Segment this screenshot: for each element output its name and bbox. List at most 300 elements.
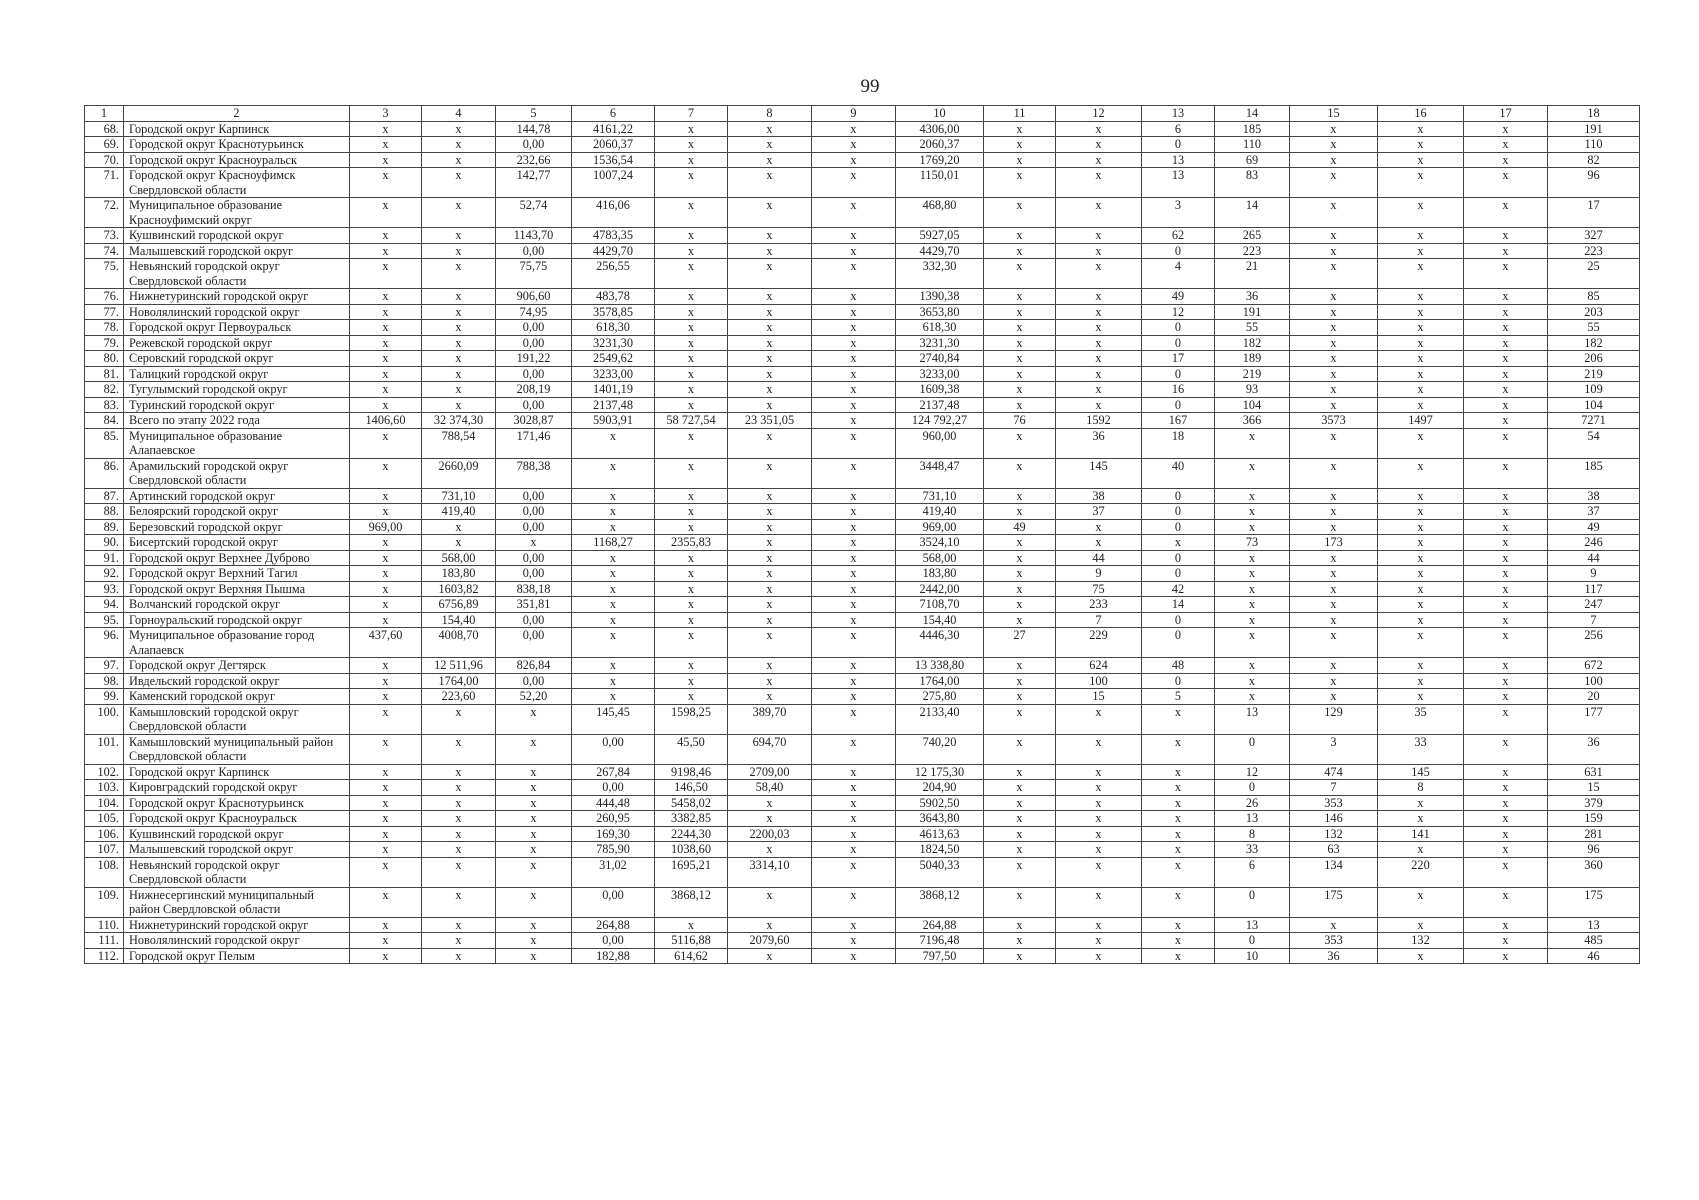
value-cell: 7271 <box>1548 413 1640 429</box>
value-cell: 46 <box>1548 948 1640 964</box>
value-cell: x <box>812 734 896 764</box>
value-cell: x <box>422 519 496 535</box>
value-cell: x <box>350 137 422 153</box>
value-cell: x <box>728 366 812 382</box>
value-cell: x <box>728 917 812 933</box>
table-row <box>85 917 1640 933</box>
value-cell: 264,88 <box>896 917 984 933</box>
value-cell: x <box>728 948 812 964</box>
value-cell: x <box>655 304 728 320</box>
value-cell: 785,90 <box>572 842 655 858</box>
table-row <box>85 581 1640 597</box>
value-cell: 0,00 <box>496 612 572 628</box>
value-cell: x <box>496 826 572 842</box>
value-cell: 0 <box>1142 243 1215 259</box>
value-cell: 203 <box>1548 304 1640 320</box>
value-cell: 0,00 <box>496 335 572 351</box>
municipality-name-cell: Городской округ Пелым <box>124 948 350 964</box>
value-cell: x <box>728 842 812 858</box>
value-cell: 16 <box>1142 382 1215 398</box>
value-cell: x <box>1464 259 1548 289</box>
value-cell: x <box>1056 243 1142 259</box>
value-cell: x <box>1056 535 1142 551</box>
value-cell: 191 <box>1215 304 1290 320</box>
value-cell: 4783,35 <box>572 228 655 244</box>
value-cell: x <box>655 581 728 597</box>
value-cell: 2137,48 <box>896 397 984 413</box>
value-cell: x <box>984 658 1056 674</box>
value-cell: 171,46 <box>496 428 572 458</box>
value-cell: x <box>1378 628 1464 658</box>
value-cell: x <box>655 612 728 628</box>
value-cell: 694,70 <box>728 734 812 764</box>
value-cell: x <box>1142 857 1215 887</box>
value-cell: x <box>422 382 496 398</box>
column-header-13: 13 <box>1142 106 1215 122</box>
value-cell: x <box>350 304 422 320</box>
value-cell: x <box>1056 811 1142 827</box>
municipality-name-cell: Талицкий городской округ <box>124 366 350 382</box>
value-cell: 185 <box>1548 458 1640 488</box>
value-cell: 0,00 <box>496 519 572 535</box>
row-number-cell: 88. <box>85 504 124 520</box>
value-cell: x <box>728 887 812 917</box>
value-cell: 838,18 <box>496 581 572 597</box>
value-cell: 0 <box>1142 612 1215 628</box>
value-cell: x <box>1290 366 1378 382</box>
value-cell: x <box>1378 917 1464 933</box>
value-cell: x <box>984 351 1056 367</box>
value-cell: 906,60 <box>496 289 572 305</box>
value-cell: x <box>984 887 1056 917</box>
value-cell: 145,45 <box>572 704 655 734</box>
value-cell: x <box>984 566 1056 582</box>
value-cell: 2133,40 <box>896 704 984 734</box>
value-cell: 129 <box>1290 704 1378 734</box>
value-cell: x <box>1464 689 1548 705</box>
value-cell: x <box>350 795 422 811</box>
column-header-7: 7 <box>655 106 728 122</box>
table-row <box>85 550 1640 566</box>
value-cell: x <box>1056 933 1142 949</box>
value-cell: x <box>984 933 1056 949</box>
row-number-cell: 108. <box>85 857 124 887</box>
value-cell: x <box>350 243 422 259</box>
value-cell: x <box>1056 289 1142 305</box>
value-cell: x <box>812 428 896 458</box>
value-cell: x <box>812 933 896 949</box>
value-cell: 0 <box>1142 397 1215 413</box>
value-cell: 3448,47 <box>896 458 984 488</box>
value-cell: x <box>422 842 496 858</box>
value-cell: 167 <box>1142 413 1215 429</box>
value-cell: x <box>422 366 496 382</box>
municipality-name-cell: Невьянский городской округ Свердловской области <box>124 857 350 887</box>
value-cell: x <box>422 320 496 336</box>
value-cell: x <box>1215 488 1290 504</box>
row-number-cell: 96. <box>85 628 124 658</box>
row-number-cell: 91. <box>85 550 124 566</box>
value-cell: 5040,33 <box>896 857 984 887</box>
municipality-name-cell: Кушвинский городской округ <box>124 228 350 244</box>
row-number-cell: 72. <box>85 198 124 228</box>
value-cell: x <box>350 351 422 367</box>
value-cell: 260,95 <box>572 811 655 827</box>
value-cell: x <box>984 335 1056 351</box>
value-cell: x <box>422 948 496 964</box>
value-cell: 672 <box>1548 658 1640 674</box>
value-cell: 33 <box>1215 842 1290 858</box>
value-cell: 8 <box>1378 780 1464 796</box>
value-cell: x <box>728 152 812 168</box>
value-cell: 96 <box>1548 168 1640 198</box>
value-cell: x <box>1464 933 1548 949</box>
value-cell: x <box>1290 382 1378 398</box>
value-cell: x <box>655 458 728 488</box>
value-cell: x <box>422 795 496 811</box>
value-cell: 7 <box>1290 780 1378 796</box>
table-row <box>85 320 1640 336</box>
row-number-cell: 90. <box>85 535 124 551</box>
value-cell: 3868,12 <box>655 887 728 917</box>
value-cell: 353 <box>1290 795 1378 811</box>
value-cell: x <box>728 795 812 811</box>
value-cell: 7196,48 <box>896 933 984 949</box>
municipality-name-cell: Нижнесергинский муниципальный район Свердловской области <box>124 887 350 917</box>
value-cell: 45,50 <box>655 734 728 764</box>
value-cell: 2549,62 <box>572 351 655 367</box>
value-cell: 5458,02 <box>655 795 728 811</box>
value-cell: x <box>812 228 896 244</box>
value-cell: 256 <box>1548 628 1640 658</box>
value-cell: x <box>812 413 896 429</box>
value-cell: x <box>572 673 655 689</box>
value-cell: x <box>1464 597 1548 613</box>
value-cell: 0,00 <box>496 137 572 153</box>
value-cell: 37 <box>1056 504 1142 520</box>
value-cell: x <box>1464 811 1548 827</box>
value-cell: 191 <box>1548 121 1640 137</box>
value-cell: 0,00 <box>572 780 655 796</box>
value-cell: 12 175,30 <box>896 764 984 780</box>
row-number-cell: 85. <box>85 428 124 458</box>
value-cell: x <box>812 198 896 228</box>
value-cell: x <box>1378 566 1464 582</box>
column-header-6: 6 <box>572 106 655 122</box>
value-cell: x <box>655 366 728 382</box>
value-cell: x <box>496 535 572 551</box>
value-cell: x <box>812 581 896 597</box>
value-cell: x <box>1378 259 1464 289</box>
value-cell: 2244,30 <box>655 826 728 842</box>
value-cell: x <box>1464 137 1548 153</box>
value-cell: x <box>422 780 496 796</box>
value-cell: 3578,85 <box>572 304 655 320</box>
value-cell: 4429,70 <box>572 243 655 259</box>
value-cell: x <box>1290 519 1378 535</box>
value-cell: x <box>1056 842 1142 858</box>
value-cell: 1824,50 <box>896 842 984 858</box>
value-cell: 1603,82 <box>422 581 496 597</box>
table-row <box>85 137 1640 153</box>
value-cell: x <box>984 842 1056 858</box>
value-cell: 27 <box>984 628 1056 658</box>
value-cell: x <box>728 198 812 228</box>
value-cell: x <box>350 152 422 168</box>
table-row <box>85 198 1640 228</box>
row-number-cell: 105. <box>85 811 124 827</box>
value-cell: x <box>1056 198 1142 228</box>
value-cell: 17 <box>1142 351 1215 367</box>
value-cell: 146 <box>1290 811 1378 827</box>
value-cell: x <box>350 366 422 382</box>
value-cell: x <box>422 289 496 305</box>
value-cell: x <box>812 366 896 382</box>
value-cell: 175 <box>1548 887 1640 917</box>
value-cell: x <box>1464 780 1548 796</box>
value-cell: 189 <box>1215 351 1290 367</box>
value-cell: 15 <box>1548 780 1640 796</box>
value-cell: 3868,12 <box>896 887 984 917</box>
value-cell: x <box>1056 366 1142 382</box>
value-cell: x <box>1464 366 1548 382</box>
value-cell: 141 <box>1378 826 1464 842</box>
column-header-16: 16 <box>1378 106 1464 122</box>
municipality-name-cell: Городской округ Карпинск <box>124 764 350 780</box>
value-cell: x <box>812 689 896 705</box>
value-cell: 731,10 <box>422 488 496 504</box>
value-cell: 631 <box>1548 764 1640 780</box>
value-cell: x <box>496 917 572 933</box>
value-cell: 185 <box>1215 121 1290 137</box>
value-cell: 1007,24 <box>572 168 655 198</box>
value-cell: x <box>1056 857 1142 887</box>
value-cell: 14 <box>1215 198 1290 228</box>
value-cell: 132 <box>1378 933 1464 949</box>
value-cell: 267,84 <box>572 764 655 780</box>
value-cell: x <box>422 351 496 367</box>
value-cell: x <box>728 566 812 582</box>
table-row <box>85 259 1640 289</box>
value-cell: x <box>812 243 896 259</box>
value-cell: x <box>1056 259 1142 289</box>
value-cell: x <box>1142 795 1215 811</box>
value-cell: x <box>1464 320 1548 336</box>
value-cell: x <box>812 504 896 520</box>
value-cell: 3524,10 <box>896 535 984 551</box>
value-cell: x <box>812 152 896 168</box>
value-cell: x <box>812 764 896 780</box>
value-cell: 419,40 <box>896 504 984 520</box>
value-cell: x <box>655 335 728 351</box>
value-cell: 204,90 <box>896 780 984 796</box>
value-cell: 444,48 <box>572 795 655 811</box>
value-cell: x <box>1290 504 1378 520</box>
value-cell: x <box>728 168 812 198</box>
table-row <box>85 413 1640 429</box>
value-cell: x <box>422 764 496 780</box>
value-cell: x <box>422 335 496 351</box>
value-cell: 0 <box>1142 488 1215 504</box>
row-number-cell: 99. <box>85 689 124 705</box>
value-cell: x <box>1290 566 1378 582</box>
value-cell: x <box>1056 121 1142 137</box>
row-number-cell: 89. <box>85 519 124 535</box>
value-cell: x <box>350 826 422 842</box>
value-cell: x <box>728 351 812 367</box>
table-row <box>85 397 1640 413</box>
value-cell: x <box>1378 366 1464 382</box>
value-cell: x <box>350 704 422 734</box>
value-cell: x <box>1378 168 1464 198</box>
value-cell: 110 <box>1215 137 1290 153</box>
value-cell: x <box>655 550 728 566</box>
value-cell: x <box>1464 121 1548 137</box>
value-cell: x <box>655 689 728 705</box>
table-row <box>85 795 1640 811</box>
value-cell: 3573 <box>1290 413 1378 429</box>
value-cell: 15 <box>1056 689 1142 705</box>
table-row <box>85 933 1640 949</box>
value-cell: 5902,50 <box>896 795 984 811</box>
value-cell: x <box>984 857 1056 887</box>
value-cell: 223 <box>1548 243 1640 259</box>
row-number-cell: 95. <box>85 612 124 628</box>
municipality-name-cell: Кировградский городской округ <box>124 780 350 796</box>
value-cell: x <box>1464 168 1548 198</box>
table-row <box>85 842 1640 858</box>
value-cell: x <box>1290 550 1378 566</box>
table-row <box>85 780 1640 796</box>
value-cell: 14 <box>1142 597 1215 613</box>
table-row <box>85 566 1640 582</box>
value-cell: x <box>496 811 572 827</box>
value-cell: x <box>572 504 655 520</box>
value-cell: x <box>350 397 422 413</box>
value-cell: x <box>655 152 728 168</box>
value-cell: x <box>1290 137 1378 153</box>
value-cell: 0,00 <box>496 550 572 566</box>
value-cell: 223 <box>1215 243 1290 259</box>
value-cell: 1143,70 <box>496 228 572 244</box>
value-cell: 1497 <box>1378 413 1464 429</box>
value-cell: x <box>422 228 496 244</box>
value-cell: 1168,27 <box>572 535 655 551</box>
value-cell: 182,88 <box>572 948 655 964</box>
column-header-17: 17 <box>1464 106 1548 122</box>
value-cell: x <box>422 259 496 289</box>
row-number-cell: 76. <box>85 289 124 305</box>
value-cell: x <box>350 168 422 198</box>
value-cell: 13 <box>1215 704 1290 734</box>
value-cell: 219 <box>1548 366 1640 382</box>
value-cell: x <box>812 458 896 488</box>
value-cell: x <box>1142 826 1215 842</box>
value-cell: x <box>984 704 1056 734</box>
value-cell: x <box>812 612 896 628</box>
value-cell: x <box>1056 917 1142 933</box>
value-cell: x <box>1142 734 1215 764</box>
row-number-cell: 104. <box>85 795 124 811</box>
value-cell: 9 <box>1056 566 1142 582</box>
value-cell: 144,78 <box>496 121 572 137</box>
value-cell: 474 <box>1290 764 1378 780</box>
value-cell: x <box>1142 811 1215 827</box>
value-cell: 37 <box>1548 504 1640 520</box>
municipality-name-cell: Горноуральский городской округ <box>124 612 350 628</box>
value-cell: 1769,20 <box>896 152 984 168</box>
value-cell: x <box>1056 795 1142 811</box>
table-row <box>85 535 1640 551</box>
value-cell: 618,30 <box>896 320 984 336</box>
column-header-14: 14 <box>1215 106 1290 122</box>
value-cell: 154,40 <box>896 612 984 628</box>
value-cell: 0 <box>1142 673 1215 689</box>
value-cell: x <box>812 658 896 674</box>
value-cell: 275,80 <box>896 689 984 705</box>
value-cell: x <box>1378 137 1464 153</box>
value-cell: 281 <box>1548 826 1640 842</box>
value-cell: x <box>350 428 422 458</box>
value-cell: x <box>1464 351 1548 367</box>
value-cell: 69 <box>1215 152 1290 168</box>
value-cell: x <box>655 121 728 137</box>
value-cell: 48 <box>1142 658 1215 674</box>
value-cell: x <box>1378 121 1464 137</box>
value-cell: 614,62 <box>655 948 728 964</box>
value-cell: x <box>572 566 655 582</box>
value-cell: 20 <box>1548 689 1640 705</box>
value-cell: x <box>1290 658 1378 674</box>
municipality-name-cell: Арамильский городской округ Свердловской области <box>124 458 350 488</box>
table-row <box>85 121 1640 137</box>
value-cell: x <box>1142 780 1215 796</box>
value-cell: x <box>496 764 572 780</box>
value-cell: x <box>984 428 1056 458</box>
value-cell: x <box>984 780 1056 796</box>
value-cell: x <box>422 397 496 413</box>
value-cell: x <box>1378 504 1464 520</box>
value-cell: 0,00 <box>496 628 572 658</box>
value-cell: x <box>984 535 1056 551</box>
row-number-cell: 102. <box>85 764 124 780</box>
value-cell: x <box>1378 320 1464 336</box>
municipality-name-cell: Березовский городской округ <box>124 519 350 535</box>
value-cell: 40 <box>1142 458 1215 488</box>
value-cell: 0 <box>1142 137 1215 153</box>
table-row <box>85 366 1640 382</box>
value-cell: x <box>350 948 422 964</box>
value-cell: 42 <box>1142 581 1215 597</box>
value-cell: x <box>812 917 896 933</box>
value-cell: x <box>812 550 896 566</box>
value-cell: x <box>728 259 812 289</box>
row-number-cell: 103. <box>85 780 124 796</box>
municipality-name-cell: Невьянский городской округ Свердловской области <box>124 259 350 289</box>
municipality-name-cell: Серовский городской округ <box>124 351 350 367</box>
value-cell: x <box>1378 581 1464 597</box>
value-cell: 0 <box>1215 887 1290 917</box>
value-cell: x <box>728 550 812 566</box>
value-cell: x <box>350 612 422 628</box>
municipality-name-cell: Нижнетуринский городской округ <box>124 289 350 305</box>
value-cell: 49 <box>1548 519 1640 535</box>
value-cell: 1764,00 <box>896 673 984 689</box>
value-cell: x <box>812 382 896 398</box>
value-cell: x <box>812 320 896 336</box>
value-cell: x <box>812 335 896 351</box>
value-cell: 2060,37 <box>896 137 984 153</box>
